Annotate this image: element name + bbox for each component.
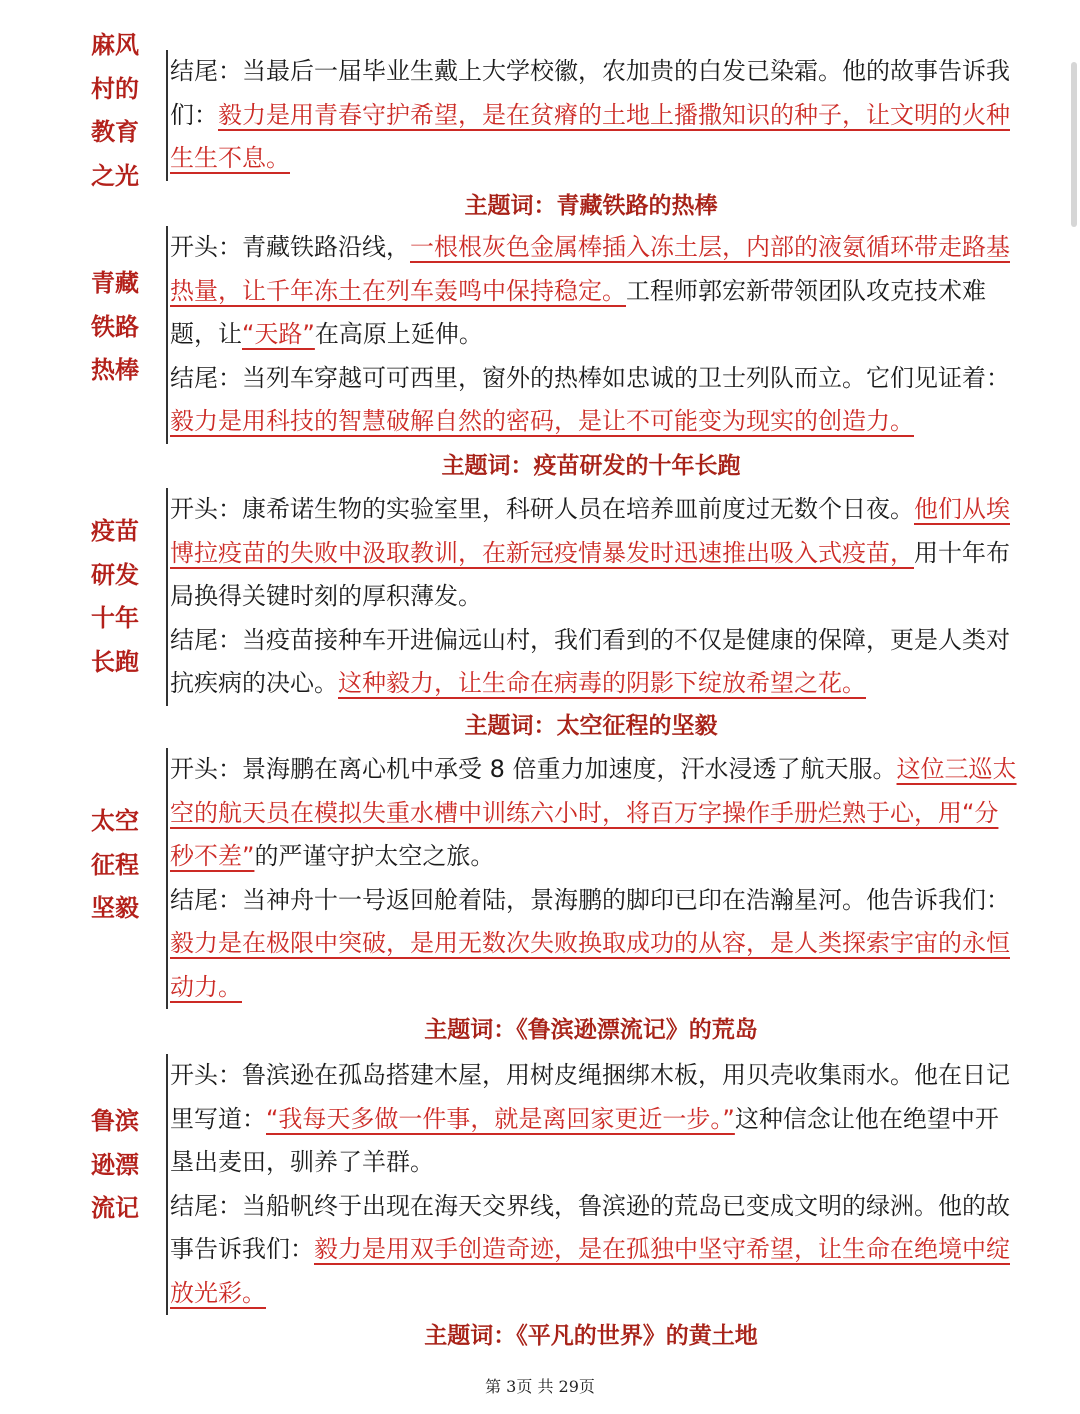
body-text: 结尾：当神舟十一号返回舱着陆，景海鹏的脚印已印在浩瀚星河。他告诉我们： xyxy=(170,885,1010,914)
body-text: 开头：鲁滨逊在孤岛搭建木屋，用树皮绳捆绑木板，用贝壳收集雨水。他在日记里写道： xyxy=(170,1061,1010,1133)
side-title: 太空征程坚毅 xyxy=(91,807,139,922)
highlighted-text: 这位三巡太空的航天员在模拟失重水槽中训练六小时，将百万字操作手册烂熟于心，用“分秒不差” xyxy=(170,755,1017,870)
section-content xyxy=(166,488,1020,706)
side-title: 青藏铁路热棒 xyxy=(91,269,139,384)
highlighted-text: 他们从埃博拉疫苗的失败中汲取教训，在新冠疫情暴发时迅速推出吸入式疫苗， xyxy=(170,495,1010,567)
section-content xyxy=(166,50,1020,181)
body-text: 用十年布局换得关键时刻的厚积薄发。 xyxy=(170,538,1010,610)
side-title: 麻风村的教育之光 xyxy=(91,31,139,190)
body-text: 结尾：当最后一届毕业生戴上大学校徽，农加贵的白发已染霜。他的故事告诉我们： xyxy=(170,57,1010,129)
paragraph-ending xyxy=(170,50,1020,181)
highlighted-text: 一根根灰色金属棒插入冻土层，内部的液氨循环带走路基热量，让千年冻土在列车轰鸣中保持稳定。 xyxy=(170,233,1010,305)
page-footer: 第 3页 共 29页 xyxy=(485,1377,595,1396)
paragraph-ending xyxy=(170,879,1020,1010)
section-content xyxy=(166,226,1020,444)
body-text: 这种信念让他在绝望中开垦出麦田，驯养了羊群。 xyxy=(170,1104,999,1176)
section-content xyxy=(166,1054,1020,1315)
side-title: 疫苗研发十年长跑 xyxy=(91,517,139,676)
highlighted-text: 毅力是用科技的智慧破解自然的密码，是让不可能变为现实的创造力。 xyxy=(170,407,914,435)
body-text: 在高原上延伸。 xyxy=(314,320,483,348)
paragraph-opening xyxy=(170,748,1020,879)
body-text: 结尾：当疫苗接种车开进偏远山村，我们看到的不仅是健康的保障，更是人类对抗疾病的决心。 xyxy=(170,625,1010,697)
paragraph-opening xyxy=(170,226,1020,357)
body-text: 工程师郭宏新带领团队攻克技术难题，让 xyxy=(170,276,986,348)
paragraph-ending xyxy=(170,1185,1020,1316)
highlighted-text: 这种毅力，让生命在病毒的阴影下绽放希望之花。 xyxy=(338,669,866,697)
highlighted-text: “我每天多做一件事，就是离回家更近一步。” xyxy=(266,1104,735,1133)
theme-heading: 主题词：太空征程的坚毅 xyxy=(464,713,718,739)
paragraph-opening xyxy=(170,488,1020,619)
paragraph-ending xyxy=(170,619,1020,706)
body-text: 的严谨守护太空之旅。 xyxy=(254,842,495,870)
paragraph-opening xyxy=(170,1054,1020,1185)
highlighted-text: 毅力是用青春守护希望，是在贫瘠的土地上播撒知识的种子，让文明的火种生生不息。 xyxy=(170,100,1010,172)
body-text: 开头：青藏铁路沿线， xyxy=(170,233,410,261)
highlighted-text: 毅力是用双手创造奇迹，是在孤独中坚守希望，让生命在绝境中绽放光彩。 xyxy=(170,1235,1010,1307)
highlighted-text: “天路” xyxy=(242,320,315,348)
body-text: 结尾：当船帆终于出现在海天交界线，鲁滨逊的荒岛已变成文明的绿洲。他的故事告诉我们： xyxy=(170,1191,1010,1263)
theme-heading: 主题词：《鲁滨逊漂流记》的荒岛 xyxy=(424,1017,758,1043)
theme-heading: 主题词：疫苗研发的十年长跑 xyxy=(441,453,741,479)
theme-heading: 主题词：青藏铁路的热棒 xyxy=(464,193,718,219)
body-text: 结尾：当列车穿越可可西里，窗外的热棒如忠诚的卫士列队而立。它们见证着： xyxy=(170,363,1010,392)
paragraph-ending xyxy=(170,357,1020,444)
section-content xyxy=(166,748,1020,1009)
body-text: 开头：康希诺生物的实验室里，科研人员在培养皿前度过无数个日夜。 xyxy=(170,495,914,523)
side-title: 鲁滨逊漂流记 xyxy=(91,1107,139,1222)
highlighted-text: 毅力是在极限中突破，是用无数次失败换取成功的从容，是人类探索宇宙的永恒动力。 xyxy=(170,929,1010,1001)
theme-heading-next: 主题词：《平凡的世界》的黄土地 xyxy=(424,1323,758,1349)
body-text: 开头：景海鹏在离心机中承受 8 倍重力加速度，汗水浸透了航天服。 xyxy=(170,755,897,783)
scrollbar[interactable] xyxy=(1071,62,1077,227)
